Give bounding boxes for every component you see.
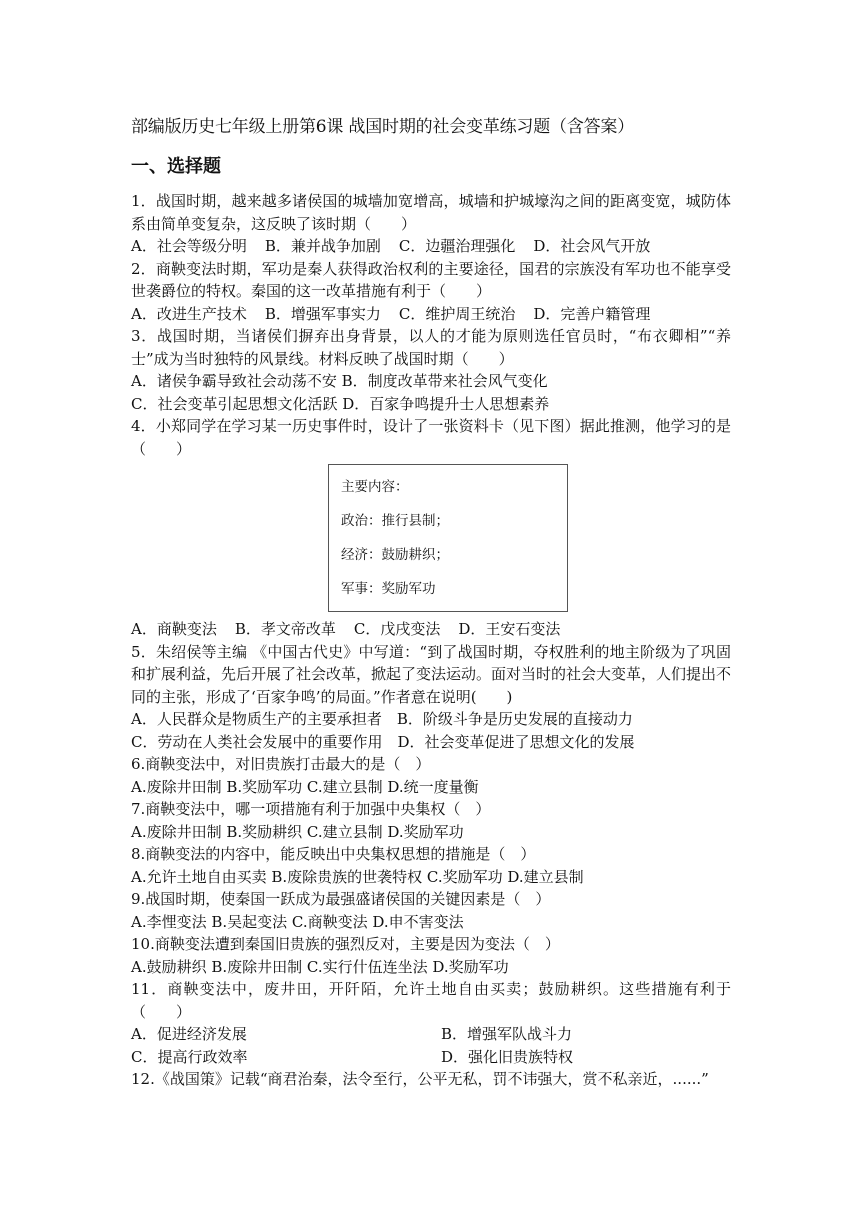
- question-text: 5．朱绍侯等主编 《中国古代史》中写道：“到了战国时期，夺权胜利的地主阶级为了巩固和扩展利益，先后开展了社会改革，掀起了变法运动。面对当时的社会大变革，人们提出不同的主张，形成了‘百家争鸣’的局面。”作者意在说明( ): [131, 642, 732, 706]
- info-card: [328, 464, 568, 612]
- card-politics: 政治：推行县制；: [341, 513, 449, 529]
- question-6: [131, 753, 731, 798]
- question-4: [131, 415, 731, 641]
- option-d: D．社会风气开放: [533, 237, 651, 255]
- question-options: [131, 235, 731, 258]
- option-c: C．维护周王统治: [398, 304, 516, 323]
- options-line: A．人民群众是物质生产的主要承担者 B．阶级斗争是历史发展的直接动力: [131, 710, 633, 728]
- question-text: 6.商鞅变法中，对旧贵族打击最大的是（ ）: [131, 755, 431, 773]
- option-c: C．提高行政效率: [131, 1047, 248, 1066]
- options-line: A.李悝变法 B.吴起变法 C.商鞅变法 D.申不害变法: [131, 912, 464, 931]
- question-10: [131, 933, 731, 978]
- question-text: 11．商鞅变法中，废井田，开阡陌，允许土地自由买卖；鼓励耕织。这些措施有利于（ ）: [131, 980, 731, 1021]
- options-line: A.鼓励耕织 B.废除井田制 C.实行什伍连坐法 D.奖励军功: [131, 957, 509, 976]
- question-text: 3．战国时期，当诸侯们摒弃出身背景，以人的才能为原则选任官员时，“布衣卿相”“养士”成为当时独特的风景线。材料反映了战国时期（ ）: [131, 327, 731, 368]
- card-military: 军事：奖励军功: [341, 581, 436, 597]
- question-8: [131, 843, 731, 888]
- question-text: 2．商鞅变法时期，军功是秦人获得政治权利的主要途径，国君的宗族没有军功也不能享受世袭爵位的特权。秦国的这一改革措施有利于（ ）: [131, 259, 731, 300]
- option-a: A．促进经济发展: [131, 1025, 247, 1043]
- options-line: C．社会变革引起思想文化活跃 D．百家争鸣提升士人思想素养: [131, 394, 550, 413]
- option-b: B．增强军事实力: [264, 304, 381, 323]
- question-text: 10.商鞅变法遭到秦国旧贵族的强烈反对，主要是因为变法（ ）: [131, 935, 560, 953]
- section-title: 一、选择题: [131, 156, 221, 177]
- option-b: B．增强军队战斗力: [441, 1025, 573, 1043]
- option-b: B．孝文帝改革: [234, 620, 336, 638]
- question-3: [131, 325, 731, 415]
- document-page: [131, 114, 731, 1091]
- option-d: D．王安石变法: [458, 620, 561, 638]
- question-options: [131, 618, 731, 641]
- question-text: 12.《战国策》记载“商君治秦，法令至行，公平无私，罚不讳强大，赏不私亲近，......”: [131, 1070, 709, 1088]
- options-line: A.废除井田制 B.奖励耕织 C.建立县制 D.奖励军功: [131, 822, 464, 841]
- question-text: 4．小郑同学在学习某一历史事件时，设计了一张资料卡（见下图）据此推测，他学习的是（ ）: [131, 417, 731, 458]
- options-line: A．诸侯争霸导致社会动荡不安 B．制度改革带来社会风气变化: [131, 372, 548, 390]
- question-9: [131, 888, 731, 933]
- question-11: [131, 978, 731, 1068]
- option-a: A．改进生产技术: [131, 304, 247, 323]
- option-b: B．兼并战争加剧: [264, 237, 381, 255]
- option-a: A．社会等级分明: [131, 237, 247, 255]
- question-options: [131, 1023, 731, 1068]
- option-c: C．边疆治理强化: [398, 237, 516, 255]
- question-1: [131, 190, 731, 258]
- option-d: D．完善户籍管理: [533, 304, 651, 323]
- question-12: [131, 1068, 731, 1091]
- question-7: [131, 798, 731, 843]
- question-text: 9.战国时期，使秦国一跃成为最强盛诸侯国的关键因素是（ ）: [131, 890, 551, 908]
- options-line: A.允许土地自由买卖 B.废除贵族的世袭特权 C.奖励军功 D.建立县制: [131, 867, 584, 886]
- question-text: 8.商鞅变法的内容中，能反映出中央集权思想的措施是（ ）: [131, 845, 536, 863]
- option-c: C．戊戌变法: [353, 620, 441, 638]
- option-a: A．商鞅变法: [131, 620, 217, 638]
- question-text: 7.商鞅变法中，哪一项措施有利于加强中央集权（ ）: [131, 800, 491, 818]
- options-line: C．劳动在人类社会发展中的重要作用 D．社会变革促进了思想文化的发展: [131, 732, 635, 751]
- question-text: 1．战国时期，越来越多诸侯国的城墙加宽增高，城墙和护城壕沟之间的距离变宽，城防体系由简单变复杂，这反映了该时期（ ）: [131, 192, 731, 233]
- option-d: D．强化旧贵族特权: [441, 1047, 574, 1066]
- question-2: [131, 258, 731, 326]
- card-heading: 主要内容：: [341, 479, 409, 495]
- question-options: [131, 303, 731, 326]
- options-line: A.废除井田制 B.奖励军功 C.建立县制 D.统一度量衡: [131, 777, 479, 796]
- question-5: [131, 641, 731, 754]
- card-economy: 经济：鼓励耕织；: [341, 547, 449, 563]
- document-title: 部编版历史七年级上册第6课 战国时期的社会变革练习题（含答案）: [131, 117, 635, 137]
